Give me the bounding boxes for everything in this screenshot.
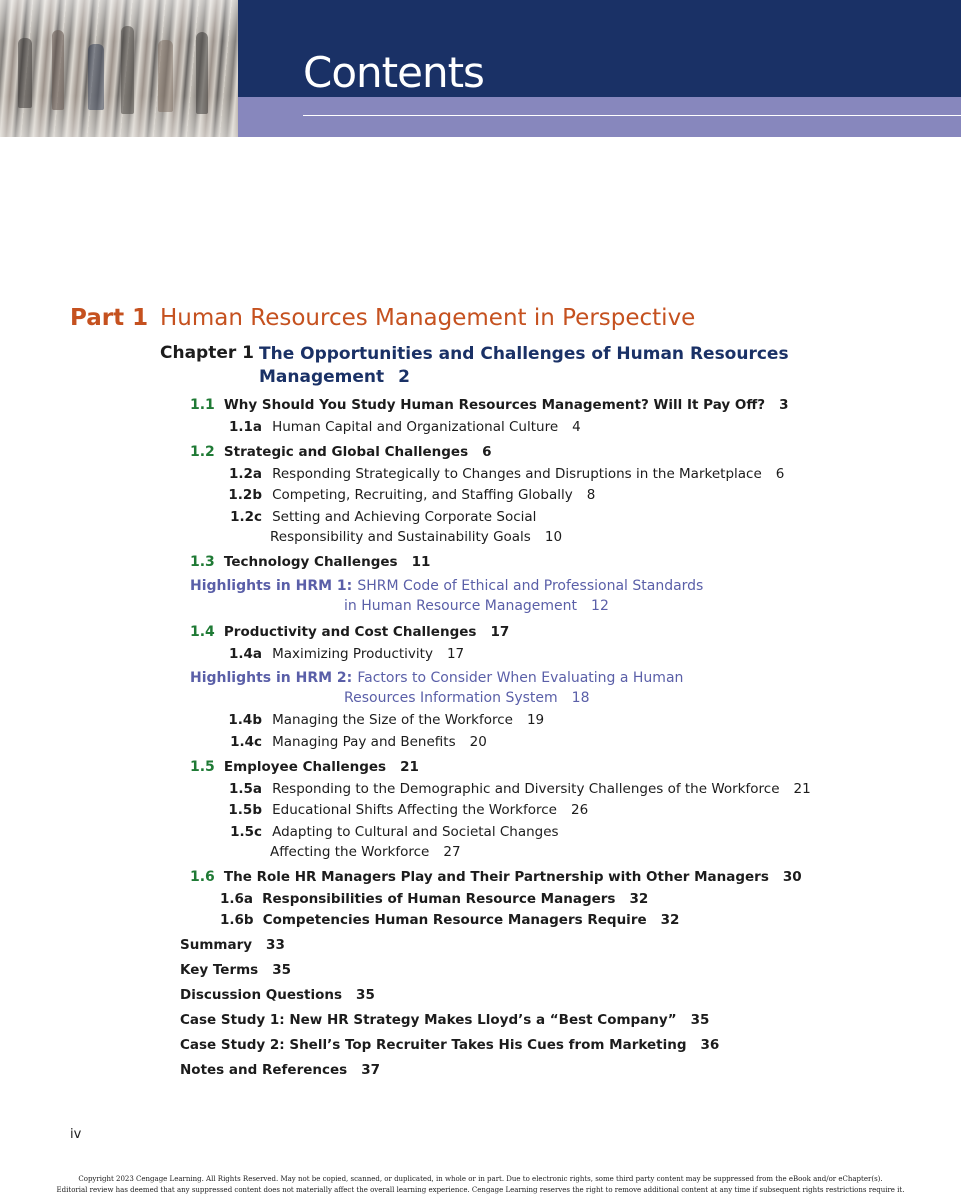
highlight-title-line1: Factors to Consider When Evaluating a Human	[357, 670, 684, 686]
page-title: Contents	[303, 48, 484, 97]
toc-subsection[interactable]	[202, 821, 559, 842]
toc-subsection-continued[interactable]	[270, 841, 461, 862]
toc-subsection[interactable]	[202, 484, 595, 505]
highlight-title-line2: Resources Information System	[344, 690, 558, 706]
highlight-title-line1: SHRM Code of Ethical and Professional Standards	[357, 578, 704, 594]
subsection-page: 17	[446, 646, 465, 662]
highlight-page: 12	[591, 598, 609, 614]
section-number: 1.2	[190, 444, 215, 460]
end-item-page: 37	[361, 1062, 380, 1078]
toc-highlight-continued[interactable]	[344, 687, 589, 708]
subsection-title-line2: Responsibility and Sustainability Goals	[270, 529, 531, 545]
end-item-page: 33	[266, 937, 285, 953]
subsection-title: Responding to the Demographic and Diversity Challenges of the Workforce	[272, 781, 780, 797]
header-band-lavender	[238, 97, 961, 137]
toc-subsection[interactable]	[202, 731, 487, 752]
subsection-title: Competing, Recruiting, and Staffing Globally	[272, 487, 573, 503]
end-item-page: 35	[356, 987, 375, 1003]
section-page: 17	[490, 624, 510, 640]
section-number: 1.4	[190, 624, 215, 640]
toc-section[interactable]	[190, 551, 430, 571]
highlight-page: 18	[571, 690, 590, 706]
chapter-page: 2	[398, 367, 410, 387]
toc-subsection[interactable]	[202, 643, 464, 664]
subsection-number: 1.2c	[230, 509, 262, 525]
subsection-page: 32	[660, 912, 680, 928]
subsection-number: 1.5b	[228, 802, 262, 818]
toc-section[interactable]	[190, 394, 789, 414]
subsection-page: 4	[572, 419, 581, 435]
toc-subsection[interactable]	[202, 506, 536, 527]
subsection-number: 1.6b	[220, 912, 254, 928]
subsection-page: 20	[469, 734, 487, 750]
toc-section[interactable]	[190, 756, 419, 776]
toc-subsection[interactable]	[220, 888, 648, 907]
toc-highlight[interactable]	[190, 667, 683, 688]
section-title: The Role HR Managers Play and Their Partnership with Other Managers	[223, 869, 769, 885]
subsection-title-line1: Adapting to Cultural and Societal Changes	[272, 824, 559, 840]
subsection-title: Managing the Size of the Workforce	[272, 712, 513, 728]
subsection-title-line1: Setting and Achieving Corporate Social	[272, 509, 537, 525]
copyright-line1: Copyright 2023 Cengage Learning. All Rights Reserved. May not be copied, scanned, or duplicated, in whole or in part. Due to electronic rights, some third party content may be suppressed from the eBook and/or eChapter(s).	[78, 1175, 883, 1183]
toc-subsection-continued[interactable]	[270, 526, 562, 547]
end-item-title: Case Study 1: New HR Strategy Makes Lloyd’s a “Best Company”	[180, 1012, 677, 1028]
section-page: 6	[482, 444, 492, 460]
subsection-title: Responding Strategically to Changes and Disruptions in the Marketplace	[272, 466, 762, 482]
toc-end-item[interactable]	[180, 984, 375, 1003]
subsection-page: 10	[544, 529, 563, 545]
toc-end-item[interactable]	[180, 1034, 719, 1053]
toc-section[interactable]	[190, 621, 509, 641]
subsection-title: Human Capital and Organizational Culture	[272, 419, 559, 435]
copyright-line2: Editorial review has deemed that any suppressed content does not materially affect the overall learning experience. Cengage Learning reserves the right to remove additional content at any time if subsequent rights restrictions require it.	[56, 1186, 905, 1194]
end-item-title: Summary	[180, 937, 253, 953]
subsection-page: 21	[793, 781, 811, 797]
part-label: Part 1	[70, 305, 149, 331]
section-page: 30	[782, 869, 802, 885]
subsection-page: 27	[443, 844, 461, 860]
toc-subsection[interactable]	[202, 416, 581, 437]
header-rule	[303, 115, 961, 116]
end-item-page: 35	[690, 1012, 710, 1028]
section-title: Productivity and Cost Challenges	[223, 624, 477, 640]
section-title: Technology Challenges	[223, 554, 398, 570]
section-title: Strategic and Global Challenges	[223, 444, 469, 460]
end-item-title: Notes and References	[180, 1062, 348, 1078]
toc-section[interactable]	[190, 441, 492, 461]
subsection-number: 1.2b	[228, 487, 262, 503]
subsection-title: Competencies Human Resource Managers Require	[262, 912, 647, 928]
section-title: Employee Challenges	[223, 759, 387, 775]
subsection-number: 1.4b	[228, 712, 262, 728]
subsection-title: Managing Pay and Benefits	[272, 734, 456, 750]
toc-subsection[interactable]	[220, 909, 679, 928]
subsection-title: Educational Shifts Affecting the Workforce	[272, 802, 557, 818]
subsection-number: 1.4c	[230, 734, 262, 750]
section-number: 1.3	[190, 554, 215, 570]
highlight-label: Highlights in HRM 2:	[190, 670, 353, 686]
subsection-title-line2: Affecting the Workforce	[270, 844, 430, 860]
end-item-page: 35	[272, 962, 292, 978]
end-item-title: Discussion Questions	[180, 987, 343, 1003]
toc-end-item[interactable]	[180, 959, 291, 978]
toc-subsection[interactable]	[202, 463, 784, 484]
chapter-label: Chapter 1	[160, 343, 255, 363]
subsection-page: 8	[586, 487, 596, 503]
chapter-title[interactable]	[259, 343, 789, 389]
toc-highlight[interactable]	[190, 575, 703, 596]
section-number: 1.5	[190, 759, 215, 775]
toc-end-item[interactable]	[180, 934, 285, 953]
toc-highlight-continued[interactable]	[344, 595, 609, 616]
subsection-number: 1.6a	[220, 891, 254, 907]
subsection-title: Responsibilities of Human Resource Managers	[262, 891, 616, 907]
end-item-title: Key Terms	[180, 962, 259, 978]
chapter-title-line2: Management	[259, 367, 385, 387]
page-folio: iv	[70, 1127, 82, 1142]
toc-subsection[interactable]	[202, 799, 588, 820]
header-photo-crowd	[0, 0, 238, 137]
end-item-page: 36	[700, 1037, 720, 1053]
section-page: 21	[400, 759, 419, 775]
toc-subsection[interactable]	[202, 709, 544, 730]
subsection-number: 1.2a	[228, 466, 262, 482]
subsection-page: 19	[526, 712, 545, 728]
subsection-page: 6	[775, 466, 785, 482]
subsection-number: 1.4a	[228, 646, 262, 662]
section-page: 11	[411, 554, 431, 570]
toc-end-item[interactable]	[180, 1009, 709, 1028]
section-page: 3	[779, 397, 789, 413]
toc-subsection[interactable]	[202, 778, 811, 799]
subsection-number: 1.5a	[228, 781, 262, 797]
section-title: Why Should You Study Human Resources Management? Will It Pay Off?	[223, 397, 766, 413]
subsection-number: 1.1a	[228, 419, 262, 435]
toc-section[interactable]	[190, 866, 802, 886]
subsection-title: Maximizing Productivity	[272, 646, 433, 662]
toc-end-item[interactable]	[180, 1059, 380, 1078]
part-title: Human Resources Management in Perspective	[160, 305, 696, 331]
highlight-title-line2: in Human Resource Management	[344, 598, 578, 614]
end-item-title: Case Study 2: Shell’s Top Recruiter Takes His Cues from Marketing	[180, 1037, 687, 1053]
section-number: 1.6	[190, 869, 215, 885]
section-number: 1.1	[190, 397, 215, 413]
subsection-page: 26	[570, 802, 589, 818]
subsection-number: 1.5c	[230, 824, 262, 840]
chapter-title-line1: The Opportunities and Challenges of Human Resources	[259, 344, 789, 364]
highlight-label: Highlights in HRM 1:	[190, 578, 353, 594]
subsection-page: 32	[629, 891, 649, 907]
